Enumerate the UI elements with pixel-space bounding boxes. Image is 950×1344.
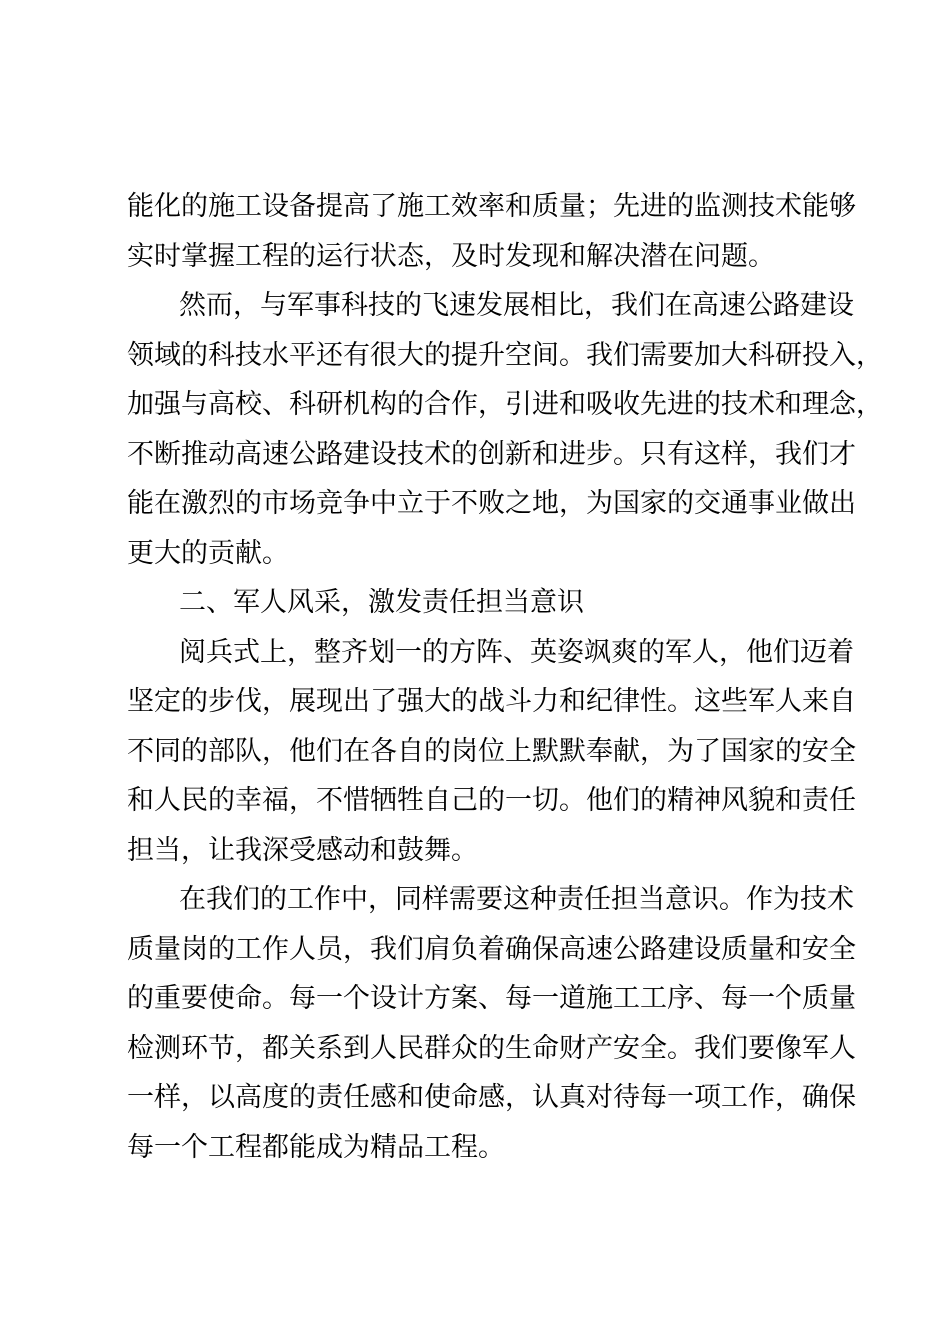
text-line: 的重要使命。每一个设计方案、每一道施工工序、每一个质量 [127,983,856,1014]
section-heading [127,578,831,628]
text-line: 一样，以高度的责任感和使命感，认真对待每一项工作，确保 [127,1082,856,1113]
text-line: 不同的部队，他们在各自的岗位上默默奉献，为了国家的安全 [127,735,856,767]
section-heading-text: 二、军人风采，激发责任担当意识 [179,587,584,618]
text-line: 坚定的步伐，展现出了强大的战斗力和纪律性。这些军人来自 [127,686,856,717]
text-line: 不断推动高速公路建设技术的创新和进步。只有这样，我们才 [127,438,856,470]
paragraph [127,875,856,1172]
text-line: 质量岗的工作人员，我们肩负着确保高速公路建设质量和安全 [127,933,856,965]
paragraph [127,628,856,876]
text-line: 领域的科技水平还有很大的提升空间。我们需要加大科研投入， [127,339,883,371]
text-line: 能化的施工设备提高了施工效率和质量；先进的监测技术能够 [127,191,856,222]
text-line: 更大的贡献。 [127,537,289,569]
text-line: 和人民的幸福，不惜牺牲自己的一切。他们的精神风貌和责任 [127,785,856,816]
text-line: 每一个工程都能成为精品工程。 [127,1131,505,1163]
text-line: 实时掌握工程的运行状态，及时发现和解决潜在问题。 [127,240,775,272]
paragraph [127,182,856,281]
text-line: 然而，与军事科技的飞速发展相比，我们在高速公路建设 [179,290,854,321]
text-line: 加强与高校、科研机构的合作，引进和吸收先进的技术和理念， [127,389,883,420]
text-line: 能在激烈的市场竞争中立于不败之地，为国家的交通事业做出 [127,488,856,519]
body-text [127,182,883,1172]
text-line: 在我们的工作中，同样需要这种责任担当意识。作为技术 [179,884,854,915]
text-line: 阅兵式上，整齐划一的方阵、英姿飒爽的军人，他们迈着 [179,636,854,668]
text-line: 检测环节，都关系到人民群众的生命财产安全。我们要像军人 [127,1032,856,1064]
text-line: 担当，让我深受感动和鼓舞。 [127,834,478,866]
paragraph [127,281,883,578]
